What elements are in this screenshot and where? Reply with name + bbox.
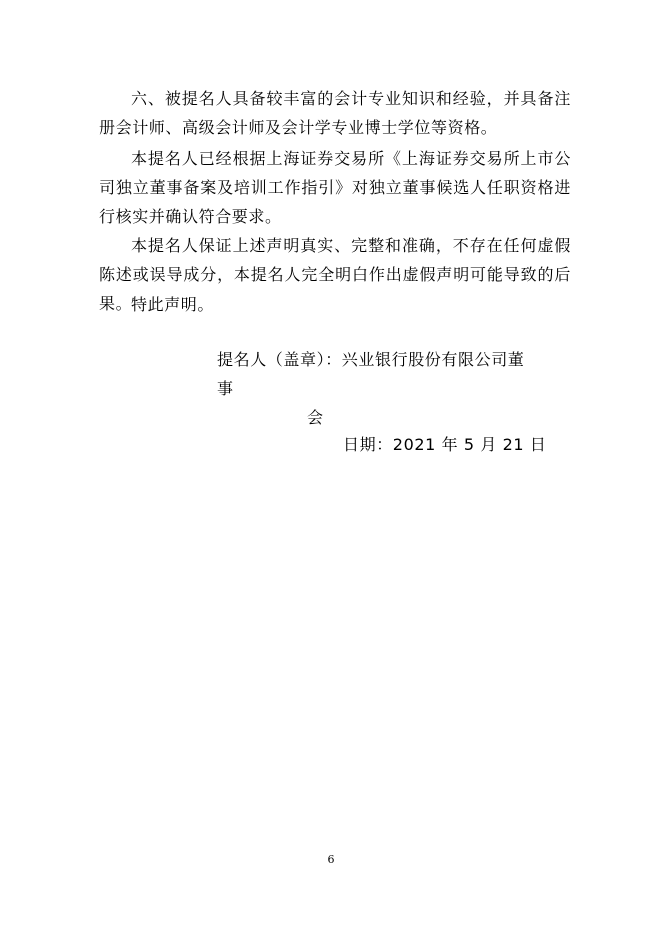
- paragraph-guarantee: 本提名人保证上述声明真实、完整和准确，不存在任何虚假陈述或误导成分，本提名人完全明白作出虚假声明可能导致的后果。: [99, 236, 571, 313]
- signature-date: 日期：2021 年 5 月 21 日: [343, 435, 547, 454]
- nominator-signature: [217, 345, 537, 432]
- signature-line-2: 会: [307, 408, 324, 427]
- signature-line-1: 提名人（盖章）：兴业银行股份有限公司董事: [217, 350, 525, 398]
- paragraph-declaration: 特此声明。: [131, 295, 215, 314]
- page-number: 6: [327, 853, 335, 866]
- paragraph-qualification: 六、被提名人具备较丰富的会计专业知识和经验，并具备注册会计师、高级会计师及会计学专业博士学位等资格。: [99, 89, 571, 137]
- paragraph-verification: 本提名人已经根据上海证券交易所《上海证券交易所上市公司独立董事备案及培训工作指引》对独立董事候选人任职资格进行核实并确认符合要求。: [99, 149, 571, 226]
